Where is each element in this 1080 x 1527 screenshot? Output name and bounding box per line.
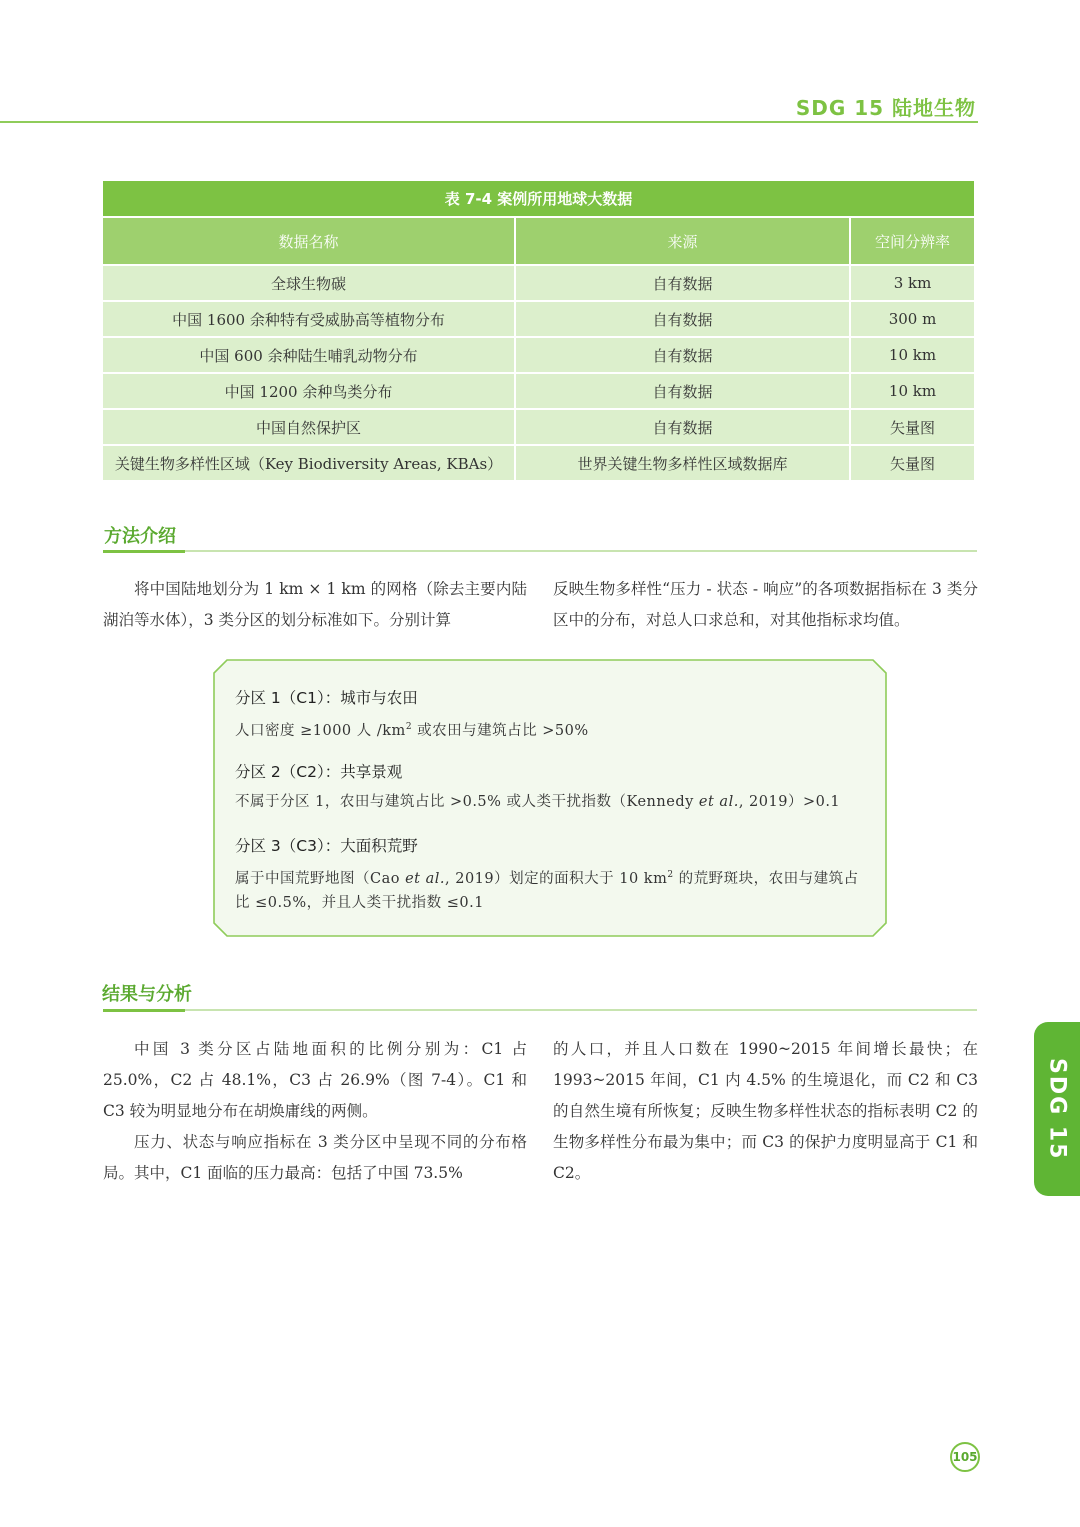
page-number: 105: [950, 1442, 980, 1472]
table-cell: 自有数据: [516, 374, 851, 410]
data-table: [103, 181, 974, 482]
column-header-name: 数据名称: [103, 218, 516, 266]
zone-criteria-box: [213, 659, 887, 937]
table-cell: 自有数据: [516, 302, 851, 338]
table-cell: 中国自然保护区: [103, 410, 516, 446]
column-header-resolution: 空间分辨率: [851, 218, 974, 266]
results-paragraph-right: 的人口，并且人口数在 1990~2015 年间增长最快；在 1993~2015 年间，C1 内 4.5% 的生境退化，而 C2 和 C3 的自然生境有所恢复；反映生物多样性状态的指标表明 C2 的生物多样性分布最为集中；而 C3 的保护力度明显高于 C1 和 C2。: [553, 1040, 978, 1182]
zone-1-description: 人口密度 ≥1000 人 $/km^2$ 或农田与建筑占比 >50%: [235, 722, 589, 739]
table-cell: 中国 1600 余种特有受威胁高等植物分布: [103, 302, 516, 338]
zone-2-description: 不属于分区 1，农田与建筑占比 >0.5% 或人类干扰指数（Kennedy et al., 2019）>0.1: [235, 794, 841, 810]
table-caption: 表 7-4 案例所用地球大数据: [103, 181, 974, 218]
table-cell: 世界关键生物多样性区域数据库: [516, 446, 851, 482]
table-row: [103, 410, 974, 446]
zone-3-description: 属于中国荒野地图（Cao et al., 2019）划定的面积大于 10 $km^2$ 的荒野斑块，农田与建筑占比 ≤0.5%，并且人类干扰指数 ≤0.1: [235, 870, 859, 911]
header-divider: [0, 121, 978, 123]
table-cell: 300 m: [851, 302, 974, 338]
table-row: [103, 338, 974, 374]
table-row: [103, 302, 974, 338]
column-header-source: 来源: [516, 218, 851, 266]
table-cell: 自有数据: [516, 338, 851, 374]
methods-heading-underline: [103, 550, 977, 552]
table-cell: 中国 600 余种陆生哺乳动物分布: [103, 338, 516, 374]
results-column-left: [103, 1034, 527, 1189]
table-cell: 矢量图: [851, 446, 974, 482]
side-tab-label: SDG 15: [1044, 1057, 1070, 1161]
results-paragraph-2: 压力、状态与响应指标在 3 类分区中呈现不同的分布格局。其中，C1 面临的压力最高：包括了中国 73.5%: [103, 1133, 527, 1182]
results-paragraph-1: 中国 3 类分区占陆地面积的比例分别为：C1 占 25.0%，C2 占 48.1%，C3 占 26.9%（图 7-4）。C1 和 C3 较为明显地分布在胡焕庸线的两侧。: [103, 1040, 527, 1120]
methods-heading: 方法介绍: [104, 526, 176, 547]
results-heading-underline: [103, 1009, 977, 1011]
table-row: [103, 446, 974, 482]
table-cell: 10 km: [851, 338, 974, 374]
table-cell: 全球生物碳: [103, 266, 516, 302]
table-header-row: [103, 218, 974, 266]
table-cell: 中国 1200 余种鸟类分布: [103, 374, 516, 410]
zone-2-title: 分区 2（C2）：共享景观: [235, 763, 403, 781]
table-row: [103, 374, 974, 410]
methods-paragraph-left: 将中国陆地划分为 1 km × 1 km 的网格（除去主要内陆湖泊等水体），3 类分区的划分标准如下。分别计算: [103, 580, 527, 629]
table-cell: 10 km: [851, 374, 974, 410]
methods-paragraph-right: 反映生物多样性“压力 - 状态 - 响应”的各项数据指标在 3 类分区中的分布，对总人口求总和，对其他指标求均值。: [553, 580, 978, 629]
table-cell: 关键生物多样性区域（Key Biodiversity Areas, KBAs）: [103, 446, 516, 482]
zone-3-title: 分区 3（C3）：大面积荒野: [235, 837, 418, 855]
running-header-title: SDG 15 陆地生物: [795, 96, 976, 120]
results-heading: 结果与分析: [102, 984, 192, 1005]
table-cell: 3 km: [851, 266, 974, 302]
table-cell: 自有数据: [516, 266, 851, 302]
table-cell: 自有数据: [516, 410, 851, 446]
zone-1-title: 分区 1（C1）：城市与农田: [235, 689, 418, 707]
table-cell: 矢量图: [851, 410, 974, 446]
sdg-side-tab: [1034, 1022, 1080, 1196]
table-row: [103, 266, 974, 302]
